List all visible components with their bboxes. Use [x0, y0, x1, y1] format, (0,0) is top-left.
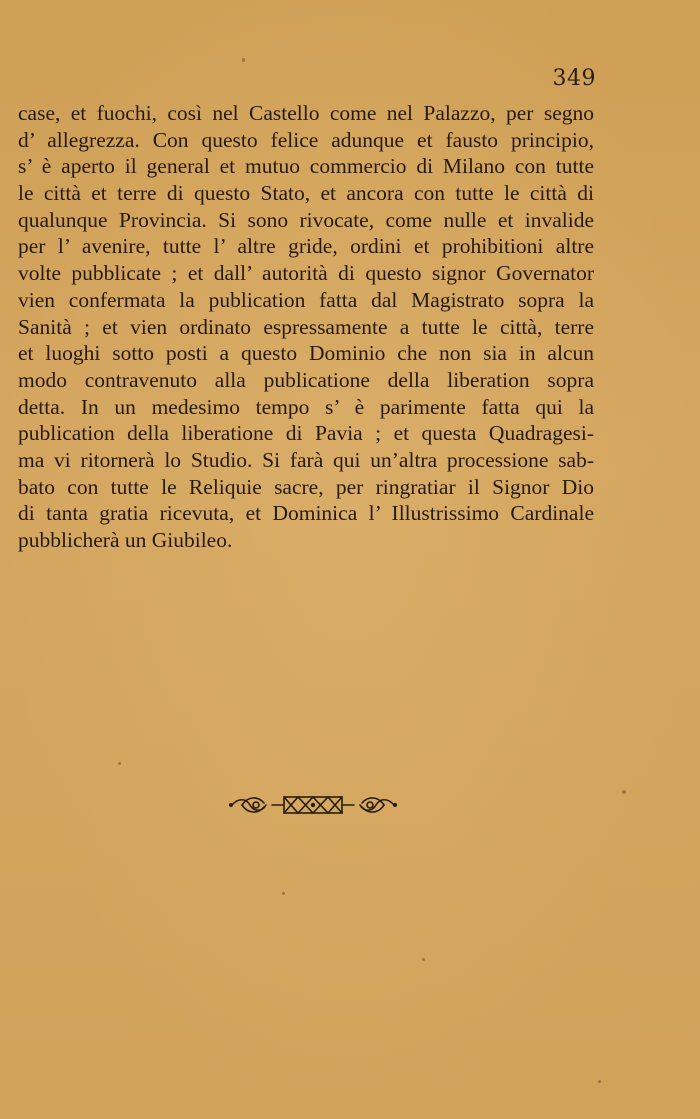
page-number: 349	[552, 66, 596, 91]
paper-speck	[598, 1080, 601, 1083]
ornament-divider-icon	[228, 792, 398, 818]
text-line-last: pubblicherà un Giubileo.	[18, 528, 233, 552]
text-line: volte pubblicate ; et dall’ autorità di questo signor Governator	[18, 261, 594, 286]
text-line: detta. In un medesimo tempo s’ è parimente fatta qui la	[18, 394, 594, 419]
paper-speck	[622, 790, 626, 794]
text-line: bato con tutte le Reliquie sacre, per ringratiar il Signor Dio	[18, 474, 594, 499]
paper-speck	[242, 58, 245, 62]
text-line: per l’ avenire, tutte l’ altre gride, ordini et prohibitioni altre	[18, 234, 594, 259]
text-line: qualunque Provincia. Si sono rivocate, come nulle et invalide	[18, 207, 594, 232]
text-line: s’ è aperto il general et mutuo commercio di Milano con tutte	[18, 154, 594, 179]
text-line: le città et terre di questo Stato, et ancora con tutte le città di	[18, 181, 594, 206]
text-line: di tanta gratia ricevuta, et Dominica l’ Illustrissimo Cardinale	[18, 501, 594, 526]
text-line: Sanità ; et vien ordinato espressamente a tutte le città, terre	[18, 314, 594, 339]
body-text	[18, 100, 594, 554]
text-line: ma vi ritornerà lo Studio. Si farà qui un’altra processione sab-	[18, 447, 594, 472]
paper-speck	[422, 958, 425, 961]
text-line: publication della liberatione di Pavia ; et questa Quadragesi-	[18, 421, 594, 446]
paper-speck	[282, 892, 285, 895]
paper-speck	[118, 762, 121, 765]
text-line: modo contravenuto alla publicatione della liberation sopra	[18, 367, 594, 392]
text-line: et luoghi sotto posti a questo Dominio che non sia in alcun	[18, 341, 594, 366]
text-line: vien confermata la publication fatta dal Magistrato sopra la	[18, 287, 594, 312]
text-line: d’ allegrezza. Con questo felice adunque et fausto principio,	[18, 127, 594, 152]
text-line: case, et fuochi, così nel Castello come nel Palazzo, per segno	[18, 101, 594, 125]
